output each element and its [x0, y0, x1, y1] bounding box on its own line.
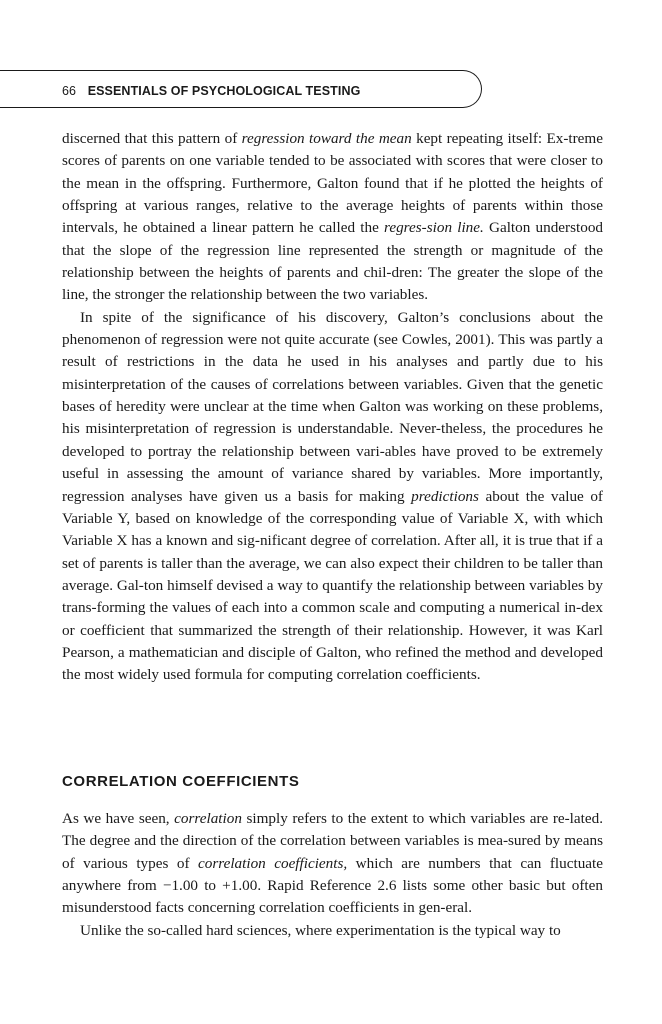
emphasis-regression-line: regres-sion line.	[384, 219, 484, 237]
text-run: Galton understood that the slope of the regression line represented the strength or magnitude of the relationship between the heights of parents and chil-dren: The greater the slope of the line, the stronger the relationship between the two variables.	[62, 219, 604, 304]
body-text	[62, 128, 603, 687]
paragraph-galton-conclusions	[62, 307, 603, 687]
running-header	[62, 83, 360, 99]
section-heading: CORRELATION COEFFICIENTS	[62, 773, 300, 790]
paragraph-regression	[62, 128, 603, 307]
section-text	[62, 808, 603, 942]
emphasis-predictions: predictions	[411, 487, 479, 505]
text-run: In spite of the significance of his discovery, Galton’s conclusions about the phenomenon of regression were not quite accurate (see Cowles, 2001). This was partly a result of restrictions in the data he used in his analyses and partly due to his misinterpretation of the causes of correlations between variables. Given that the genetic bases of heredity were unclear at the time when Galton was working on these problems, his misinterpretation of regression is understandable. Never-theless, the procedures he developed to portray the relationship between vari-ables have proved to be extremely useful in assessing the amount of variance shared by variables. More importantly, regression analyses have given us a basis for making	[62, 308, 603, 505]
paragraph-correlation-definition	[62, 808, 603, 920]
paragraph-hard-sciences: Unlike the so-called hard sciences, where experimentation is the typical way to	[80, 921, 561, 939]
page-number: 66	[62, 84, 77, 98]
text-run: about the value of Variable Y, based on knowledge of the corresponding value of Variable X, with which Variable X has a known and sig-nificant degree of correlation. After all, it is true that if a set of parents is taller than the average, we can also expect their children to be taller than average. Gal-ton himself devised a way to quantify the relationship between variables by trans-forming the values of each into a common scale and computing a numerical in-dex or coefficient that summarized the strength of their relationship. However, it was Karl Pearson, a mathematician and disciple of Galton, who refined the method and developed the most widely used formula for computing correlation coefficients.	[62, 487, 603, 684]
emphasis-regression-toward-mean: regression toward the mean	[241, 130, 412, 147]
book-title: ESSENTIALS OF PSYCHOLOGICAL TESTING	[87, 84, 361, 98]
text-run: which are numbers that can fluctuate anywhere from −1.00 to +1.00. Rapid Reference 2.6 lists some other basic but often misunderstood facts concerning correlation coefficients in gen-eral.	[62, 854, 604, 917]
text-run: simply refers to the extent to which variables are re-lated. The degree and the direction of the correlation between variables is mea-sured by means of various types of	[62, 810, 603, 872]
emphasis-correlation-coefficients: correlation coefficients,	[197, 854, 348, 872]
text-run: As we have seen,	[62, 810, 175, 827]
emphasis-correlation: correlation	[174, 810, 242, 827]
text-run: discerned that this pattern of	[62, 130, 242, 147]
text-run: kept repeating itself: Ex-treme scores of parents on one variable tended to be associated with scores that were closer to the mean in the offspring. Furthermore, Galton found that if he plotted the heights of offspring at various ranges, relative to the average heights of parents within those intervals, he obtained a linear pattern he called the	[62, 130, 603, 237]
